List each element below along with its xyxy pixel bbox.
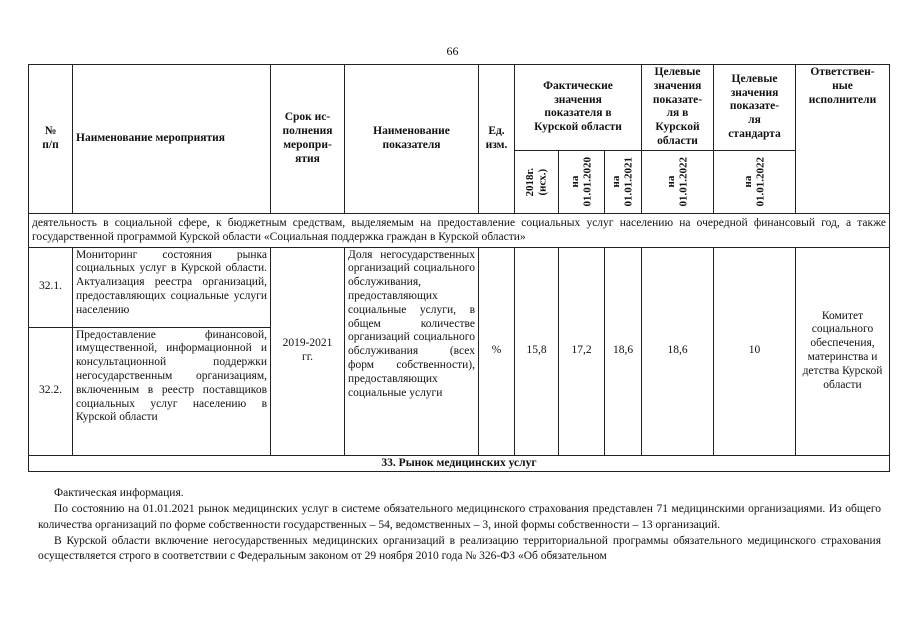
value-2020: 17,2	[559, 247, 605, 455]
header-indicator-name: Наименование показателя	[345, 65, 479, 214]
paragraph: Фактическая информация.	[54, 487, 184, 499]
row-num: 32.1.	[29, 247, 73, 327]
header-2020: на 01.01.2020	[559, 150, 605, 213]
row-event: Предоставление финансовой, имущественной, информационной и консультационной поддержки негосударственным организациям, включенным в реестр поставщиков социальных услуг населению в Курской области	[73, 327, 271, 455]
header-2022-standard: на 01.01.2022	[714, 150, 796, 213]
header-actual-values: Фактические значения показателя в Курской области	[515, 65, 642, 151]
header-target-standard: Целевые значения показате- ля стандарта	[714, 65, 796, 151]
value-2021: 18,6	[605, 247, 642, 455]
header-unit: Ед. изм.	[479, 65, 515, 214]
paragraph: В Курской области включение негосударственных медицинских организаций в реализацию территориальной программы обязательного медицинского страхования осуществляется строго в соответствии с Федеральным законом от 29 ноября 2010 года № 326-ФЗ «Об обязательном	[38, 534, 881, 563]
section-title: 33. Рынок медицинских услуг	[29, 455, 890, 472]
indicator-cell: Доля негосударственных организаций социального обслуживания, предоставляющих социальные услуги, в общем количестве организаций социального обслуживания (всех форм собственности), предоставляющих социальные услуги	[345, 247, 479, 455]
value-2022: 18,6	[642, 247, 714, 455]
row-num: 32.2.	[29, 327, 73, 455]
header-num: № п/п	[29, 65, 73, 214]
header-2018: 2018г. (исх.)	[515, 150, 559, 213]
unit-cell: %	[479, 247, 515, 455]
header-responsible: Ответствен- ные исполнители	[796, 65, 890, 214]
paragraph: По состоянию на 01.01.2021 рынок медицинских услуг в системе обязательного медицинского страхования представлен 71 медицинскими организациями. Из общего количества организаций по форме собственности государственных – 54, ведомственных – 3, иной формы собственности – 13 организаций.	[38, 502, 881, 531]
page-number: 66	[446, 44, 459, 58]
deadline-cell: 2019-2021 гг.	[271, 247, 345, 455]
header-deadline: Срок ис- полнения меропри- ятия	[271, 65, 345, 214]
measures-table	[28, 64, 890, 472]
header-2022: на 01.01.2022	[642, 150, 714, 213]
header-target-values: Целевые значения показате- ля в Курской области	[642, 65, 714, 151]
header-event-name: Наименование мероприятия	[73, 65, 271, 214]
value-2018: 15,8	[515, 247, 559, 455]
row-event: Мониторинг состояния рынка социальных услуг в Курской области. Актуализация реестра организаций, предоставляющих социальные услуги населению	[73, 247, 271, 327]
value-standard: 10	[714, 247, 796, 455]
responsible-cell: Комитет социального обеспечения, материнства и детства Курской области	[796, 247, 890, 455]
body-text	[38, 486, 881, 565]
header-2021: на 01.01.2021	[605, 150, 642, 213]
continuation-text: деятельность в социальной сфере, к бюджетным средствам, выделяемым на предоставление социальных услуг населению на очередной финансовый год, а также государственной программой Курской области «Социальная поддержка граждан в Курской области»	[29, 213, 890, 247]
